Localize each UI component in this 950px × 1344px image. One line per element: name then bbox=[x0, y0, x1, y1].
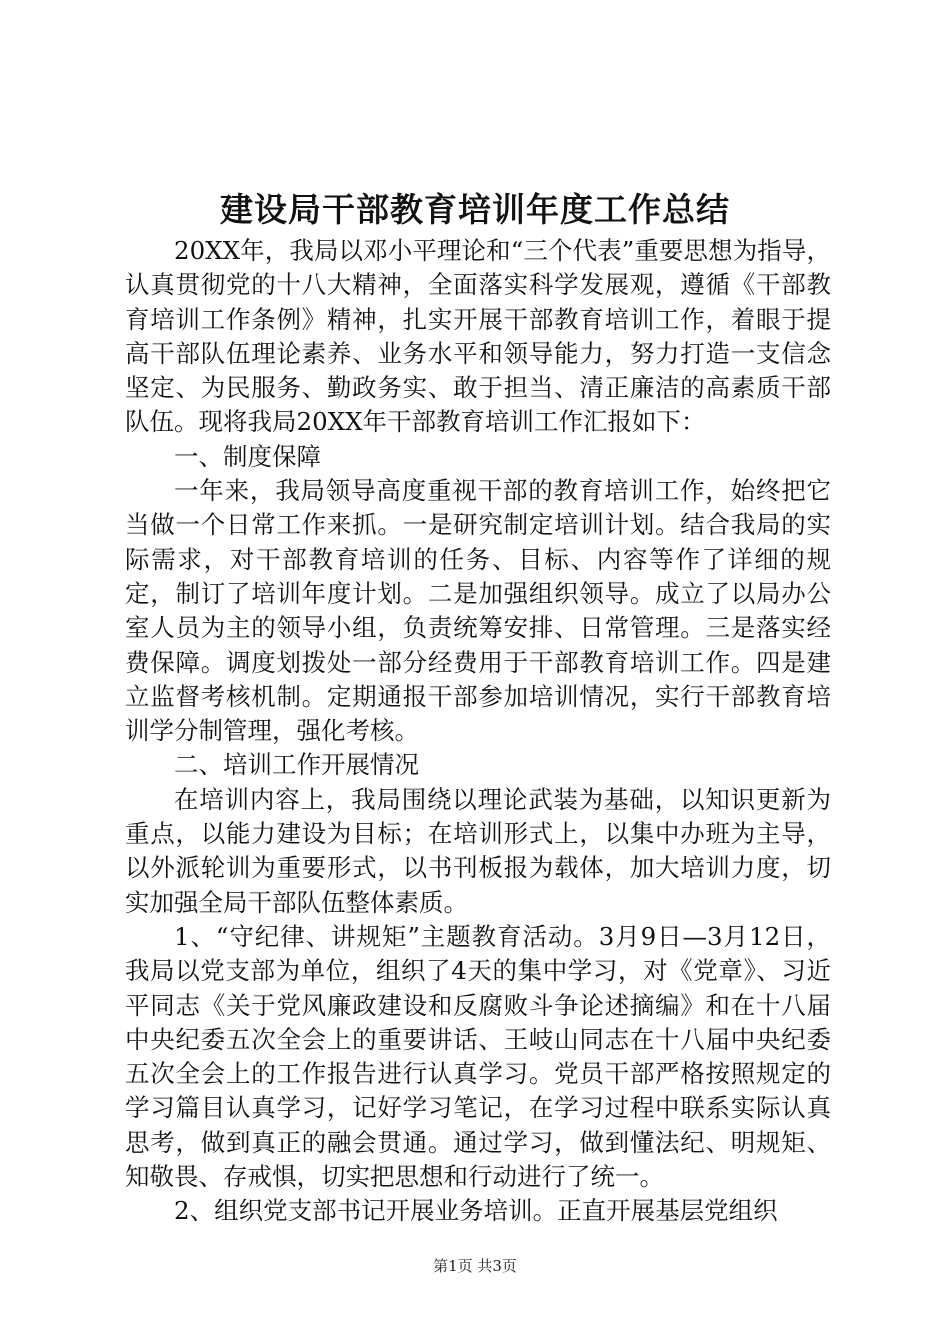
section-heading-2: 二、培训工作开展情况 bbox=[174, 750, 419, 780]
document-title: 建设局干部教育培训年度工作总结 bbox=[220, 190, 730, 229]
paragraph-intro: 20XX年，我局以邓小平理论和“三个代表”重要思想为指导，认真贯彻党的十八大精神，全面落实科学发展观，遵循《干部教育培训工作条例》精神，扎实开展干部教育培训工作，着眼于提高干部队伍理论素养、业务水平和领导能力，努力打造一支信念坚定、为民服务、勤政务实、敢于担当、清正廉洁的高素质干部队伍。现将我局20XX年干部教育培训工作汇报如下： bbox=[125, 236, 831, 437]
paragraph-item-1: 1、“守纪律、讲规矩”主题教育活动。3月9日—3月12日，我局以党支部为单位，组织了4天的集中学习，对《党章》、习近平同志《关于党风廉政建设和反腐败斗争论述摘编》和在十八届中央纪委五次全会上的重要讲话、王岐山同志在十八届中央纪委五次全会上的工作报告进行认真学习。党员干部严格按照规定的学习篇目认真学习，记好学习笔记，在学习过程中联系实际认真思考，做到真正的融会贯通。通过学习，做到懂法纪、明规矩、知敬畏、存戒惧，切实把思想和行动进行了统一。 bbox=[125, 921, 831, 1192]
paragraph-system: 一年来，我局领导高度重视干部的教育培训工作，始终把它当做一个日常工作来抓。一是研究制定培训计划。结合我局的实际需求，对干部教育培训的任务、目标、内容等作了详细的规定，制订了培训年度计划。二是加强组织领导。成立了以局办公室人员为主的领导小组，负责统筹安排、日常管理。三是落实经费保障。调度划拨处一部分经费用于干部教育培训工作。四是建立监督考核机制。定期通报干部参加培训情况，实行干部教育培训学分制管理，强化考核。 bbox=[125, 476, 831, 746]
section-heading-1: 一、制度保障 bbox=[174, 441, 321, 471]
page-footer: 第1页 共3页 bbox=[433, 1257, 517, 1275]
paragraph-training-content: 在培训内容上，我局围绕以理论武装为基础，以知识更新为重点，以能力建设为目标；在培训形式上，以集中办班为主导，以外派轮训为重要形式，以书刊板报为载体，加大培训力度，切实加强全局干部队伍整体素质。 bbox=[125, 784, 831, 917]
paragraph-item-2: 2、组织党支部书记开展业务培训。正直开展基层党组织 bbox=[174, 1196, 778, 1226]
document-body bbox=[125, 234, 831, 1229]
